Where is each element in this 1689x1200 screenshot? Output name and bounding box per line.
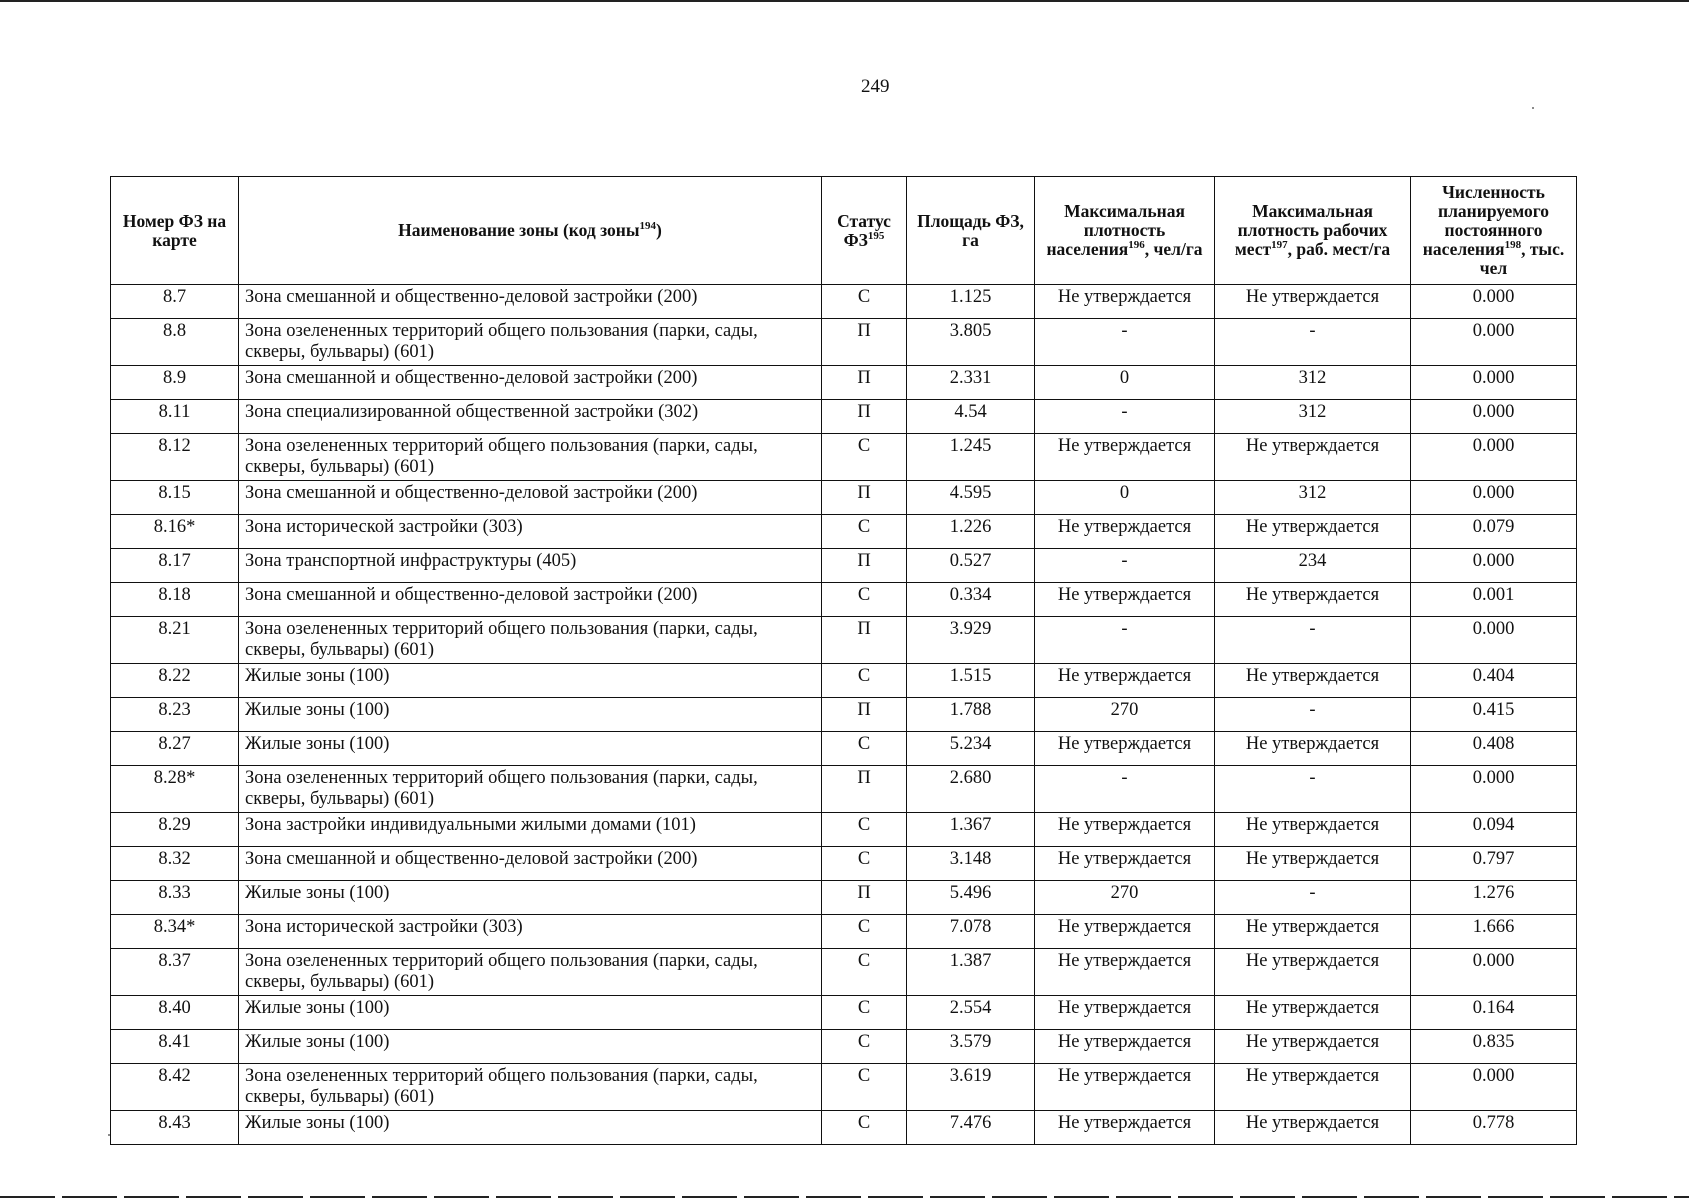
cell-job-density: Не утверждается bbox=[1215, 1111, 1411, 1145]
cell-pop-density: 0 bbox=[1035, 481, 1215, 515]
cell-status: С bbox=[822, 664, 907, 698]
cell-job-density: Не утверждается bbox=[1215, 434, 1411, 481]
header-job-density: Максимальная плотность рабочих мест$^{197}$, раб. мест/га bbox=[1215, 177, 1411, 285]
cell-area: 5.234 bbox=[907, 732, 1035, 766]
cell-pop-density: Не утверждается bbox=[1035, 847, 1215, 881]
table-row bbox=[111, 1030, 1577, 1064]
header-area: Площадь ФЗ, га bbox=[907, 177, 1035, 285]
table-row bbox=[111, 285, 1577, 319]
table-row bbox=[111, 481, 1577, 515]
cell-pop-density: Не утверждается bbox=[1035, 583, 1215, 617]
cell-status: П bbox=[822, 400, 907, 434]
cell-number: 8.27 bbox=[111, 732, 239, 766]
cell-number: 8.18 bbox=[111, 583, 239, 617]
table-row bbox=[111, 549, 1577, 583]
header-population: Численность планируемого постоянного населения$^{198}$, тыс. чел bbox=[1411, 177, 1577, 285]
cell-area: 1.226 bbox=[907, 515, 1035, 549]
cell-population: 0.000 bbox=[1411, 481, 1577, 515]
page-number: 249 bbox=[861, 76, 890, 97]
cell-job-density: 312 bbox=[1215, 400, 1411, 434]
cell-job-density: Не утверждается bbox=[1215, 285, 1411, 319]
cell-zone-name: Зона смешанной и общественно-деловой застройки (200) bbox=[239, 583, 822, 617]
cell-zone-name: Зона смешанной и общественно-деловой застройки (200) bbox=[239, 481, 822, 515]
table-header-row bbox=[111, 177, 1577, 285]
cell-area: 0.527 bbox=[907, 549, 1035, 583]
cell-status: С bbox=[822, 583, 907, 617]
cell-zone-name: Зона озелененных территорий общего пользования (парки, сады, скверы, бульвары) (601) bbox=[239, 949, 822, 996]
cell-pop-density: - bbox=[1035, 617, 1215, 664]
cell-number: 8.43 bbox=[111, 1111, 239, 1145]
table-row bbox=[111, 434, 1577, 481]
table-row bbox=[111, 847, 1577, 881]
table-row bbox=[111, 996, 1577, 1030]
cell-area: 1.788 bbox=[907, 698, 1035, 732]
cell-area: 1.125 bbox=[907, 285, 1035, 319]
cell-area: 1.367 bbox=[907, 813, 1035, 847]
cell-zone-name: Зона озелененных территорий общего пользования (парки, сады, скверы, бульвары) (601) bbox=[239, 319, 822, 366]
cell-status: С bbox=[822, 732, 907, 766]
cell-area: 2.554 bbox=[907, 996, 1035, 1030]
cell-status: П bbox=[822, 481, 907, 515]
cell-job-density: Не утверждается bbox=[1215, 583, 1411, 617]
scan-speck bbox=[1532, 107, 1534, 109]
cell-population: 0.408 bbox=[1411, 732, 1577, 766]
cell-area: 4.595 bbox=[907, 481, 1035, 515]
cell-status: С bbox=[822, 847, 907, 881]
cell-zone-name: Зона специализированной общественной застройки (302) bbox=[239, 400, 822, 434]
table-row bbox=[111, 664, 1577, 698]
cell-job-density: - bbox=[1215, 881, 1411, 915]
cell-zone-name: Жилые зоны (100) bbox=[239, 996, 822, 1030]
cell-population: 0.415 bbox=[1411, 698, 1577, 732]
cell-zone-name: Зона озелененных территорий общего пользования (парки, сады, скверы, бульвары) (601) bbox=[239, 1064, 822, 1111]
cell-zone-name: Жилые зоны (100) bbox=[239, 1030, 822, 1064]
cell-area: 1.515 bbox=[907, 664, 1035, 698]
cell-population: 0.000 bbox=[1411, 319, 1577, 366]
cell-number: 8.9 bbox=[111, 366, 239, 400]
table-row bbox=[111, 915, 1577, 949]
cell-population: 0.000 bbox=[1411, 400, 1577, 434]
header-status: Статус ФЗ$^{195}$ bbox=[822, 177, 907, 285]
cell-number: 8.8 bbox=[111, 319, 239, 366]
cell-number: 8.15 bbox=[111, 481, 239, 515]
cell-zone-name: Зона транспортной инфраструктуры (405) bbox=[239, 549, 822, 583]
cell-status: С bbox=[822, 1111, 907, 1145]
table-row bbox=[111, 1064, 1577, 1111]
cell-job-density: Не утверждается bbox=[1215, 1030, 1411, 1064]
cell-pop-density: - bbox=[1035, 549, 1215, 583]
table-row bbox=[111, 732, 1577, 766]
cell-status: П bbox=[822, 549, 907, 583]
cell-pop-density: - bbox=[1035, 766, 1215, 813]
cell-zone-name: Зона смешанной и общественно-деловой застройки (200) bbox=[239, 366, 822, 400]
table-row bbox=[111, 813, 1577, 847]
cell-job-density: - bbox=[1215, 766, 1411, 813]
cell-zone-name: Зона исторической застройки (303) bbox=[239, 915, 822, 949]
cell-status: П bbox=[822, 766, 907, 813]
cell-status: С bbox=[822, 1030, 907, 1064]
cell-zone-name: Жилые зоны (100) bbox=[239, 1111, 822, 1145]
cell-number: 8.16* bbox=[111, 515, 239, 549]
table-row bbox=[111, 766, 1577, 813]
cell-number: 8.29 bbox=[111, 813, 239, 847]
cell-pop-density: 0 bbox=[1035, 366, 1215, 400]
cell-job-density: Не утверждается bbox=[1215, 732, 1411, 766]
table-row bbox=[111, 400, 1577, 434]
table-row bbox=[111, 881, 1577, 915]
cell-status: С bbox=[822, 813, 907, 847]
table-row bbox=[111, 1111, 1577, 1145]
cell-status: П bbox=[822, 698, 907, 732]
cell-pop-density: Не утверждается bbox=[1035, 732, 1215, 766]
cell-number: 8.42 bbox=[111, 1064, 239, 1111]
cell-job-density: - bbox=[1215, 698, 1411, 732]
cell-area: 3.929 bbox=[907, 617, 1035, 664]
cell-zone-name: Зона озелененных территорий общего пользования (парки, сады, скверы, бульвары) (601) bbox=[239, 617, 822, 664]
cell-zone-name: Жилые зоны (100) bbox=[239, 732, 822, 766]
cell-area: 7.078 bbox=[907, 915, 1035, 949]
header-pop-density: Максимальная плотность населения$^{196}$, чел/га bbox=[1035, 177, 1215, 285]
cell-population: 1.276 bbox=[1411, 881, 1577, 915]
cell-pop-density: 270 bbox=[1035, 698, 1215, 732]
cell-population: 0.000 bbox=[1411, 434, 1577, 481]
cell-area: 0.334 bbox=[907, 583, 1035, 617]
cell-number: 8.32 bbox=[111, 847, 239, 881]
cell-pop-density: Не утверждается bbox=[1035, 1030, 1215, 1064]
cell-job-density: Не утверждается bbox=[1215, 813, 1411, 847]
cell-pop-density: Не утверждается bbox=[1035, 949, 1215, 996]
table-row bbox=[111, 949, 1577, 996]
cell-pop-density: Не утверждается bbox=[1035, 1064, 1215, 1111]
cell-zone-name: Зона озелененных территорий общего пользования (парки, сады, скверы, бульвары) (601) bbox=[239, 766, 822, 813]
cell-zone-name: Зона застройки индивидуальными жилыми домами (101) bbox=[239, 813, 822, 847]
table-row bbox=[111, 515, 1577, 549]
cell-area: 1.387 bbox=[907, 949, 1035, 996]
cell-job-density: - bbox=[1215, 617, 1411, 664]
cell-status: П bbox=[822, 617, 907, 664]
cell-zone-name: Жилые зоны (100) bbox=[239, 664, 822, 698]
header-name: Наименование зоны (код зоны$^{194}$) bbox=[239, 177, 822, 285]
cell-area: 3.805 bbox=[907, 319, 1035, 366]
cell-area: 3.579 bbox=[907, 1030, 1035, 1064]
cell-status: П bbox=[822, 319, 907, 366]
zones-table bbox=[110, 176, 1577, 1145]
cell-population: 0.000 bbox=[1411, 285, 1577, 319]
cell-pop-density: Не утверждается bbox=[1035, 1111, 1215, 1145]
cell-pop-density: Не утверждается bbox=[1035, 515, 1215, 549]
cell-zone-name: Зона смешанной и общественно-деловой застройки (200) bbox=[239, 285, 822, 319]
cell-job-density: Не утверждается bbox=[1215, 515, 1411, 549]
cell-job-density: 234 bbox=[1215, 549, 1411, 583]
cell-pop-density: Не утверждается bbox=[1035, 915, 1215, 949]
cell-status: С bbox=[822, 949, 907, 996]
cell-number: 8.12 bbox=[111, 434, 239, 481]
cell-pop-density: 270 bbox=[1035, 881, 1215, 915]
cell-zone-name: Жилые зоны (100) bbox=[239, 698, 822, 732]
cell-population: 0.835 bbox=[1411, 1030, 1577, 1064]
cell-number: 8.37 bbox=[111, 949, 239, 996]
cell-job-density: - bbox=[1215, 319, 1411, 366]
scan-speck bbox=[108, 1134, 110, 1136]
cell-area: 2.331 bbox=[907, 366, 1035, 400]
cell-number: 8.21 bbox=[111, 617, 239, 664]
cell-pop-density: Не утверждается bbox=[1035, 664, 1215, 698]
cell-job-density: Не утверждается bbox=[1215, 1064, 1411, 1111]
cell-area: 5.496 bbox=[907, 881, 1035, 915]
cell-status: П bbox=[822, 366, 907, 400]
cell-number: 8.23 bbox=[111, 698, 239, 732]
table-row bbox=[111, 319, 1577, 366]
cell-population: 0.000 bbox=[1411, 766, 1577, 813]
cell-pop-density: Не утверждается bbox=[1035, 434, 1215, 481]
table-row bbox=[111, 366, 1577, 400]
cell-pop-density: Не утверждается bbox=[1035, 813, 1215, 847]
cell-population: 0.000 bbox=[1411, 549, 1577, 583]
cell-population: 0.079 bbox=[1411, 515, 1577, 549]
cell-number: 8.22 bbox=[111, 664, 239, 698]
cell-job-density: Не утверждается bbox=[1215, 949, 1411, 996]
cell-status: С bbox=[822, 285, 907, 319]
cell-job-density: Не утверждается bbox=[1215, 847, 1411, 881]
table-body bbox=[111, 285, 1577, 1145]
cell-number: 8.40 bbox=[111, 996, 239, 1030]
cell-area: 1.245 bbox=[907, 434, 1035, 481]
cell-job-density: 312 bbox=[1215, 366, 1411, 400]
cell-pop-density: - bbox=[1035, 400, 1215, 434]
cell-area: 4.54 bbox=[907, 400, 1035, 434]
cell-status: С bbox=[822, 915, 907, 949]
cell-job-density: 312 bbox=[1215, 481, 1411, 515]
cell-population: 0.001 bbox=[1411, 583, 1577, 617]
cell-population: 0.000 bbox=[1411, 949, 1577, 996]
cell-number: 8.28* bbox=[111, 766, 239, 813]
cell-number: 8.7 bbox=[111, 285, 239, 319]
cell-number: 8.11 bbox=[111, 400, 239, 434]
cell-population: 0.404 bbox=[1411, 664, 1577, 698]
cell-population: 0.094 bbox=[1411, 813, 1577, 847]
cell-status: С bbox=[822, 434, 907, 481]
cell-job-density: Не утверждается bbox=[1215, 664, 1411, 698]
cell-number: 8.41 bbox=[111, 1030, 239, 1064]
cell-number: 8.33 bbox=[111, 881, 239, 915]
cell-job-density: Не утверждается bbox=[1215, 915, 1411, 949]
table-row bbox=[111, 583, 1577, 617]
cell-status: П bbox=[822, 881, 907, 915]
bottom-scan-rule bbox=[0, 1196, 1689, 1198]
cell-area: 2.680 bbox=[907, 766, 1035, 813]
cell-zone-name: Зона исторической застройки (303) bbox=[239, 515, 822, 549]
cell-pop-density: Не утверждается bbox=[1035, 285, 1215, 319]
cell-zone-name: Жилые зоны (100) bbox=[239, 881, 822, 915]
cell-zone-name: Зона смешанной и общественно-деловой застройки (200) bbox=[239, 847, 822, 881]
cell-area: 3.148 bbox=[907, 847, 1035, 881]
cell-population: 0.000 bbox=[1411, 366, 1577, 400]
cell-status: С bbox=[822, 996, 907, 1030]
table-row bbox=[111, 698, 1577, 732]
cell-pop-density: - bbox=[1035, 319, 1215, 366]
header-number: Номер ФЗ на карте bbox=[111, 177, 239, 285]
cell-population: 0.000 bbox=[1411, 1064, 1577, 1111]
cell-status: С bbox=[822, 515, 907, 549]
cell-population: 0.797 bbox=[1411, 847, 1577, 881]
cell-number: 8.34* bbox=[111, 915, 239, 949]
cell-population: 1.666 bbox=[1411, 915, 1577, 949]
cell-number: 8.17 bbox=[111, 549, 239, 583]
top-scan-rule bbox=[0, 0, 1689, 2]
cell-pop-density: Не утверждается bbox=[1035, 996, 1215, 1030]
cell-status: С bbox=[822, 1064, 907, 1111]
cell-zone-name: Зона озелененных территорий общего пользования (парки, сады, скверы, бульвары) (601) bbox=[239, 434, 822, 481]
cell-population: 0.778 bbox=[1411, 1111, 1577, 1145]
cell-job-density: Не утверждается bbox=[1215, 996, 1411, 1030]
table-row bbox=[111, 617, 1577, 664]
cell-area: 7.476 bbox=[907, 1111, 1035, 1145]
cell-area: 3.619 bbox=[907, 1064, 1035, 1111]
cell-population: 0.000 bbox=[1411, 617, 1577, 664]
cell-population: 0.164 bbox=[1411, 996, 1577, 1030]
